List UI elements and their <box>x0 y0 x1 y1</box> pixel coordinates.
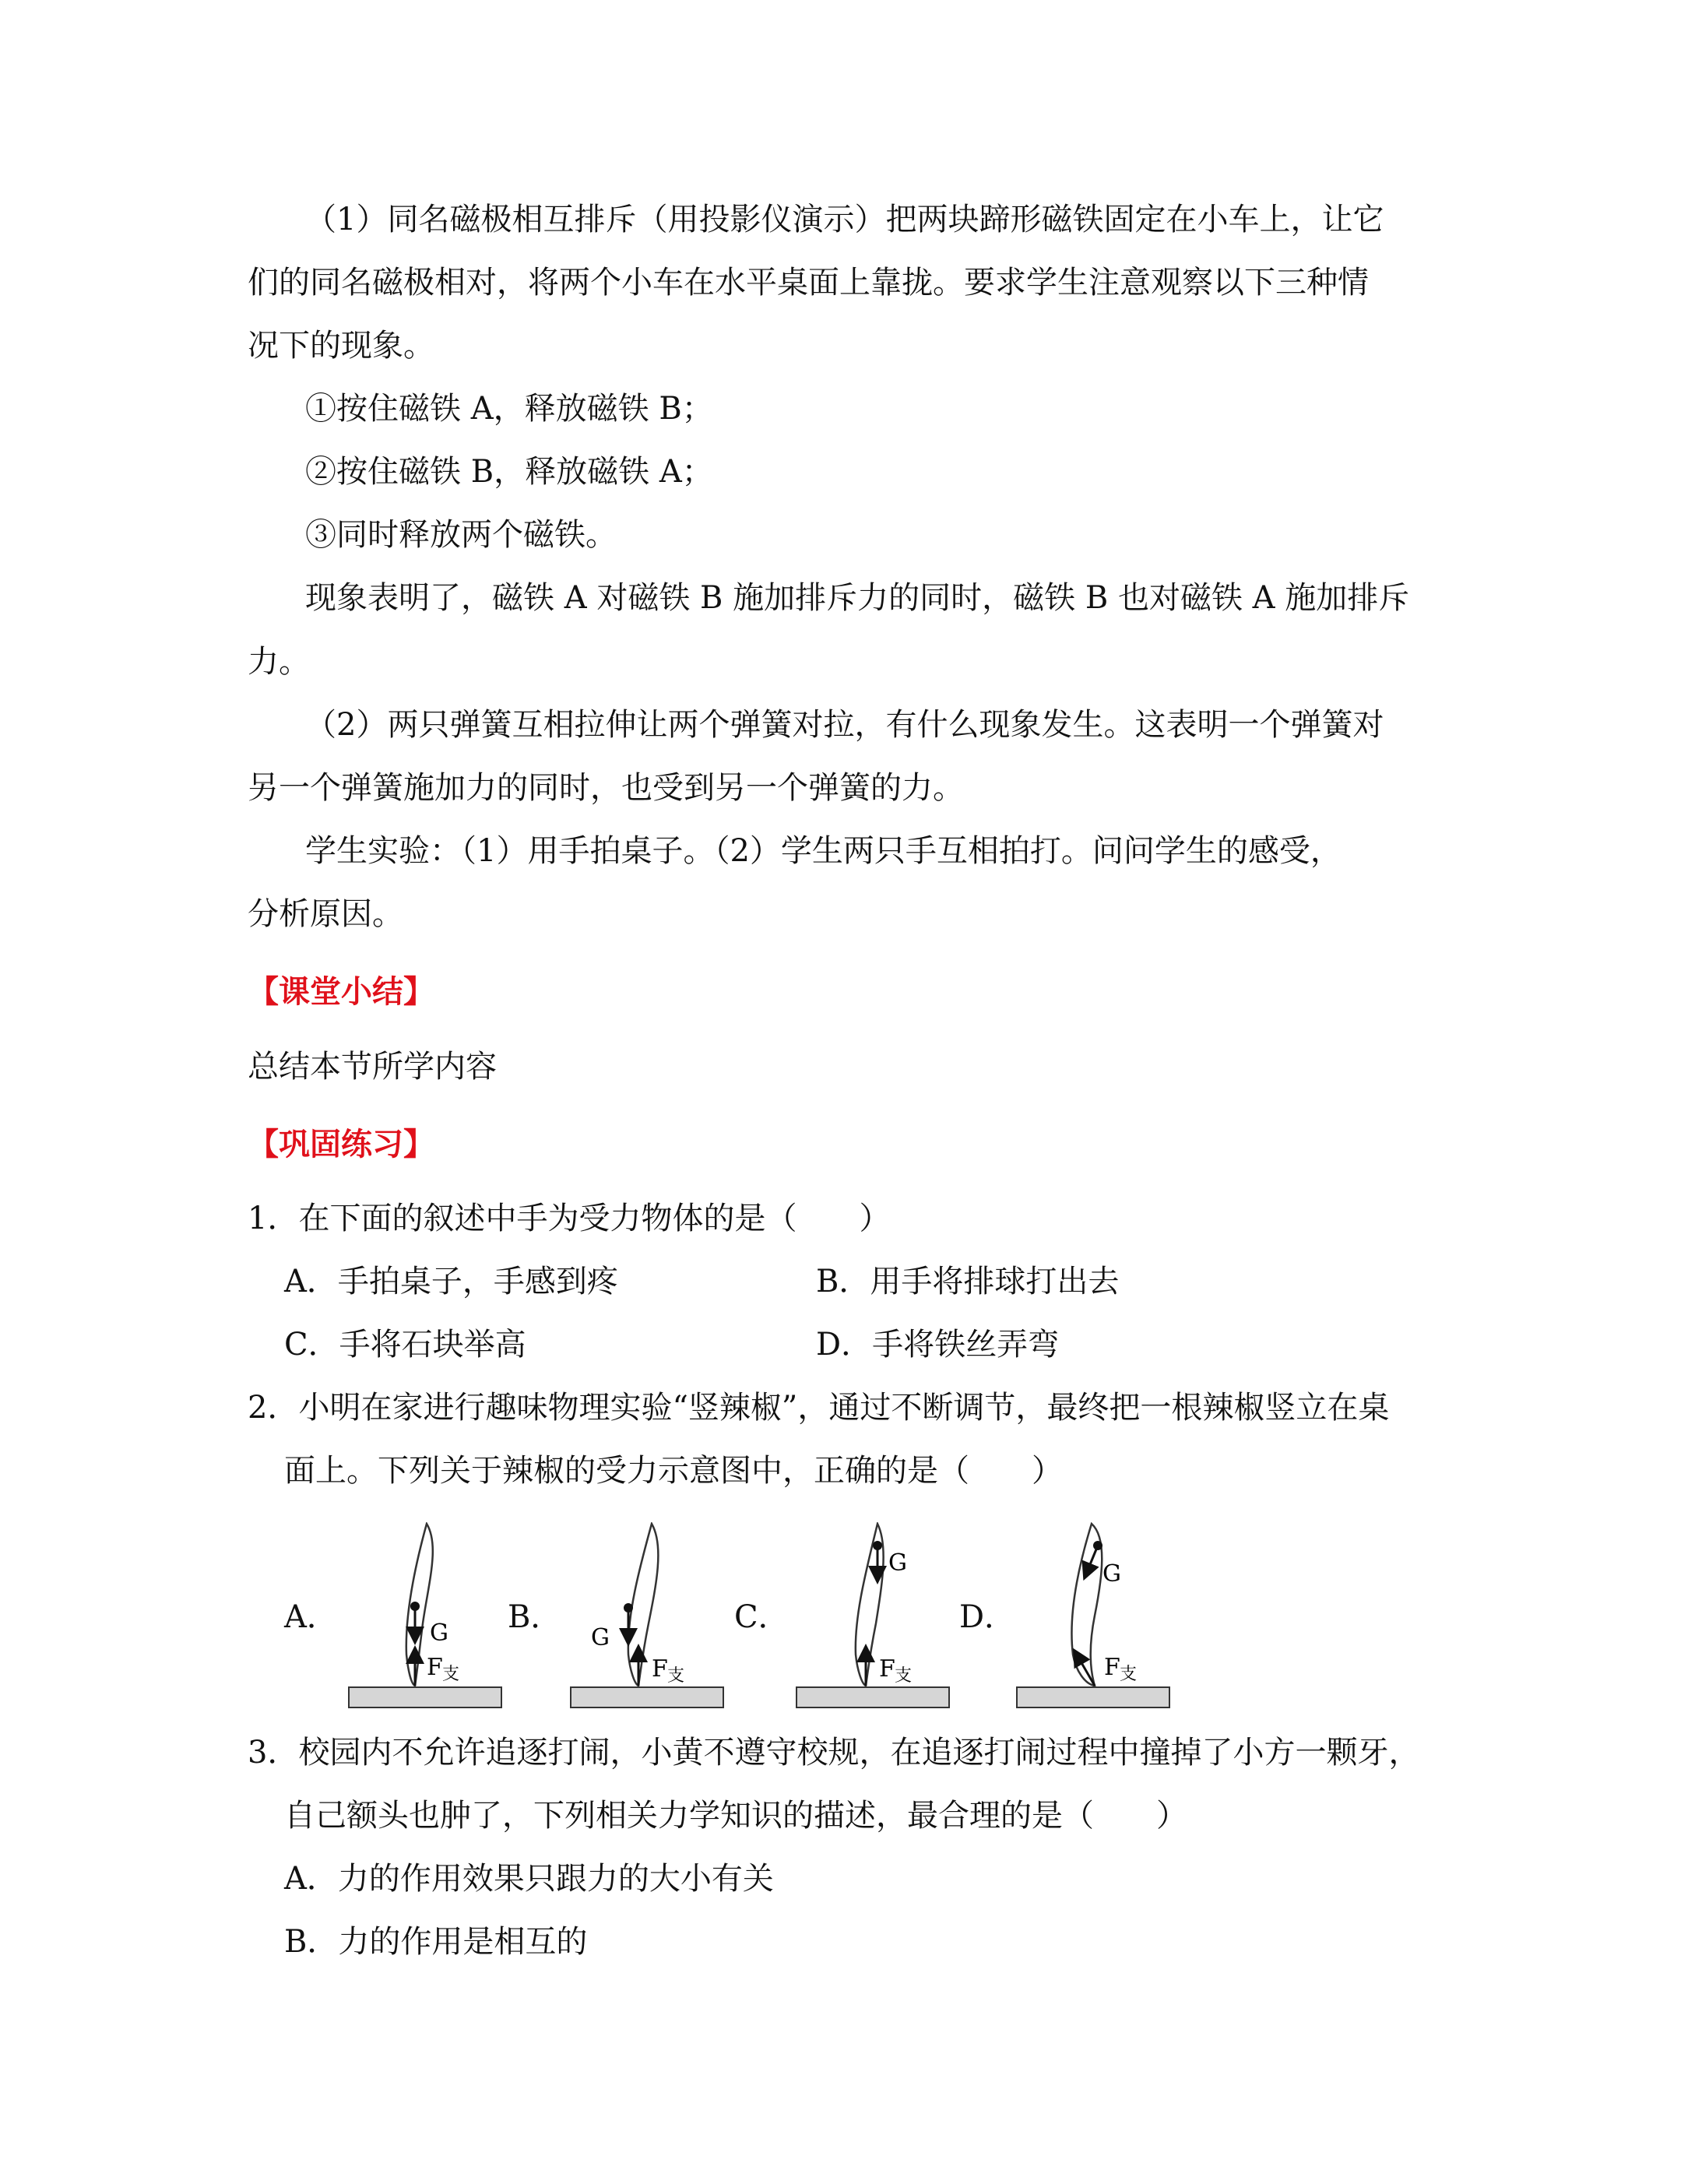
intro-p3-line1: （2）两只弹簧互相拉伸让两个弹簧对拉，有什么现象发生。这表明一个弹簧对 <box>305 707 1384 743</box>
q2-figure-a <box>343 1522 514 1709</box>
label-f-sub: 支 <box>895 1666 913 1686</box>
summary-text: 总结本节所学内容 <box>248 1049 497 1085</box>
label-g: G <box>1102 1560 1121 1588</box>
q3-stem-line2: 自己额头也肿了，下列相关力学知识的描述，最合理的是（ ） <box>284 1798 1187 1834</box>
q2-stem-line1: 2．小明在家进行趣味物理实验“竖辣椒”，通过不断调节，最终把一根辣椒竖立在桌 <box>248 1390 1390 1426</box>
label-f: F <box>879 1655 895 1683</box>
q1-stem: 1．在下面的叙述中手为受力物体的是（ ） <box>248 1201 891 1236</box>
q3-option-a: A．力的作用效果只跟力的大小有关 <box>284 1861 774 1897</box>
intro-p1-line3: 况下的现象。 <box>248 328 434 364</box>
label-f: F <box>1104 1654 1120 1681</box>
case-3: ③同时释放两个磁铁。 <box>305 517 617 553</box>
q1-option-a: A．手拍桌子，手感到疼 <box>284 1264 618 1299</box>
label-f-sub: 支 <box>1120 1665 1138 1684</box>
label-f: F <box>427 1654 443 1681</box>
q3-stem-line1: 3．校园内不允许追逐打闹，小黄不遵守校规，在追逐打闹过程中撞掉了小方一颗牙， <box>248 1735 1420 1771</box>
intro-p4-line1: 学生实验：（1）用手拍桌子。（2）学生两只手互相拍打。问问学生的感受， <box>305 833 1342 869</box>
q1-option-c: C．手将石块举高 <box>284 1327 526 1363</box>
case-1: ①按住磁铁 A，释放磁铁 B； <box>305 391 713 427</box>
q2-figure-b <box>564 1522 736 1709</box>
table-surface <box>797 1687 949 1707</box>
intro-p2-line1: 现象表明了，磁铁 A 对磁铁 B 施加排斥力的同时，磁铁 B 也对磁铁 A 施加排斥 <box>305 580 1410 616</box>
intro-p1-line1: （1）同名磁极相互排斥（用投影仪演示）把两块蹄形磁铁固定在小车上，让它 <box>305 202 1384 237</box>
label-f-sub: 支 <box>442 1665 460 1684</box>
summary-heading: 【课堂小结】 <box>248 974 434 1010</box>
q3-option-b: B．力的作用是相互的 <box>284 1924 588 1960</box>
label-f-sub: 支 <box>667 1666 685 1686</box>
case-2: ②按住磁铁 B，释放磁铁 A； <box>305 454 713 490</box>
q1-option-b: B．用手将排球打出去 <box>816 1264 1120 1299</box>
q2-option-b-label: B． <box>508 1599 562 1635</box>
q2-figure-c <box>790 1522 962 1709</box>
intro-p2-line2: 力。 <box>248 644 310 680</box>
q2-figure-d <box>1011 1522 1182 1709</box>
table-surface <box>1017 1687 1169 1707</box>
label-g: G <box>430 1620 448 1647</box>
intro-p4-line2: 分析原因。 <box>248 896 403 932</box>
table-surface <box>349 1687 501 1707</box>
q2-stem-line2: 面上。下列关于辣椒的受力示意图中，正确的是（ ） <box>284 1453 1063 1489</box>
label-g: G <box>888 1549 907 1577</box>
q2-option-a-label: A． <box>284 1599 338 1635</box>
table-surface <box>571 1687 723 1707</box>
intro-p3-line2: 另一个弹簧施加力的同时，也受到另一个弹簧的力。 <box>248 770 964 806</box>
label-f: F <box>652 1655 668 1683</box>
label-g: G <box>591 1624 610 1651</box>
q1-option-d: D．手将铁丝弄弯 <box>816 1327 1060 1363</box>
q2-option-c-label: C． <box>734 1599 789 1635</box>
q2-option-d-label: D． <box>959 1599 1016 1635</box>
intro-p1-line2: 们的同名磁极相对，将两个小车在水平桌面上靠拢。要求学生注意观察以下三种情 <box>248 265 1369 301</box>
practice-heading: 【巩固练习】 <box>248 1127 434 1162</box>
